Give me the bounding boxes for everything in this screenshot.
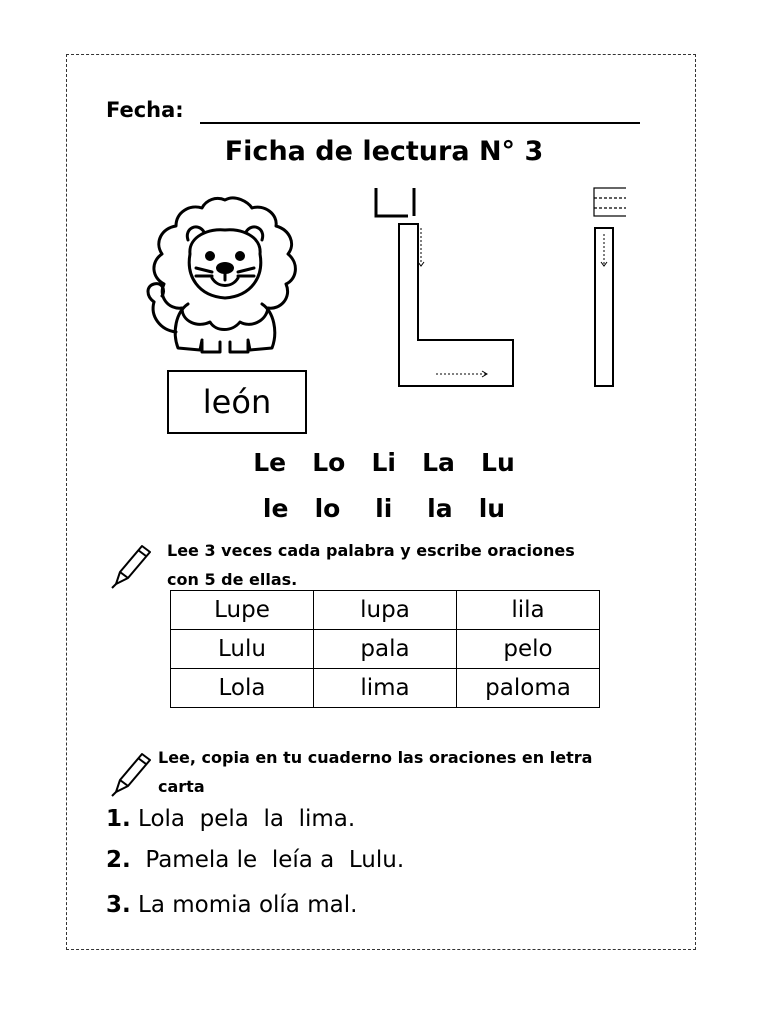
sentence-number: 2. <box>106 847 131 873</box>
date-write-line <box>200 122 640 124</box>
table-cell: pelo <box>457 630 600 669</box>
worksheet-title: Ficha de lectura N° 3 <box>224 136 544 167</box>
date-label: Fecha: <box>106 98 184 122</box>
table-cell: paloma <box>457 669 600 708</box>
pencil-icon <box>108 540 152 590</box>
syllable: La <box>422 448 455 477</box>
table-cell: pala <box>314 630 457 669</box>
sentence-text: Lola pela la lima. <box>130 806 356 832</box>
sentence-1 <box>106 806 355 832</box>
pencil-icon <box>108 748 152 798</box>
table-cell: Lola <box>171 669 314 708</box>
table-row <box>171 591 600 630</box>
sentence-text: Pamela le leía a Lulu. <box>130 847 405 873</box>
syllable: lu <box>478 494 506 523</box>
lowercase-l-small-icon <box>594 188 626 216</box>
sentence-2 <box>106 847 404 873</box>
sentence-3 <box>106 892 357 918</box>
table-cell: lila <box>457 591 600 630</box>
table-cell: lima <box>314 669 457 708</box>
syllable: Lo <box>312 448 346 477</box>
sentence-text: La momia olía mal. <box>130 892 358 918</box>
uppercase-l-small-icon <box>376 188 414 216</box>
instruction-line: con 5 de ellas. <box>167 570 298 589</box>
sentence-number: 3. <box>106 892 131 918</box>
syllable: la <box>427 494 453 523</box>
table-cell: Lulu <box>171 630 314 669</box>
syllable: le <box>262 494 289 523</box>
syllables-lowercase-row <box>0 494 768 523</box>
letter-tracing-guide <box>366 184 626 394</box>
instruction-line: Lee, copia en tu cuaderno las oraciones en letra <box>158 748 593 767</box>
uppercase-l-outline-icon <box>399 224 513 386</box>
exercise2-instruction <box>158 743 643 801</box>
lion-icon <box>140 192 310 357</box>
table-row <box>171 669 600 708</box>
table-row <box>171 630 600 669</box>
sentence-number: 1. <box>106 806 131 832</box>
instruction-line: carta <box>158 777 205 796</box>
instruction-line: Lee 3 veces cada palabra y escribe oraciones <box>167 541 575 560</box>
syllable: Lu <box>481 448 515 477</box>
syllables-uppercase-row <box>0 448 768 477</box>
syllable: Le <box>253 448 287 477</box>
table-cell: Lupe <box>171 591 314 630</box>
syllable: Li <box>371 448 396 477</box>
lowercase-l-outline-icon <box>595 228 613 386</box>
syllable: li <box>375 494 393 523</box>
word-table <box>170 590 600 708</box>
picture-word-label: león <box>167 370 307 434</box>
table-cell: lupa <box>314 591 457 630</box>
syllable: lo <box>314 494 341 523</box>
exercise1-instruction <box>167 536 637 594</box>
